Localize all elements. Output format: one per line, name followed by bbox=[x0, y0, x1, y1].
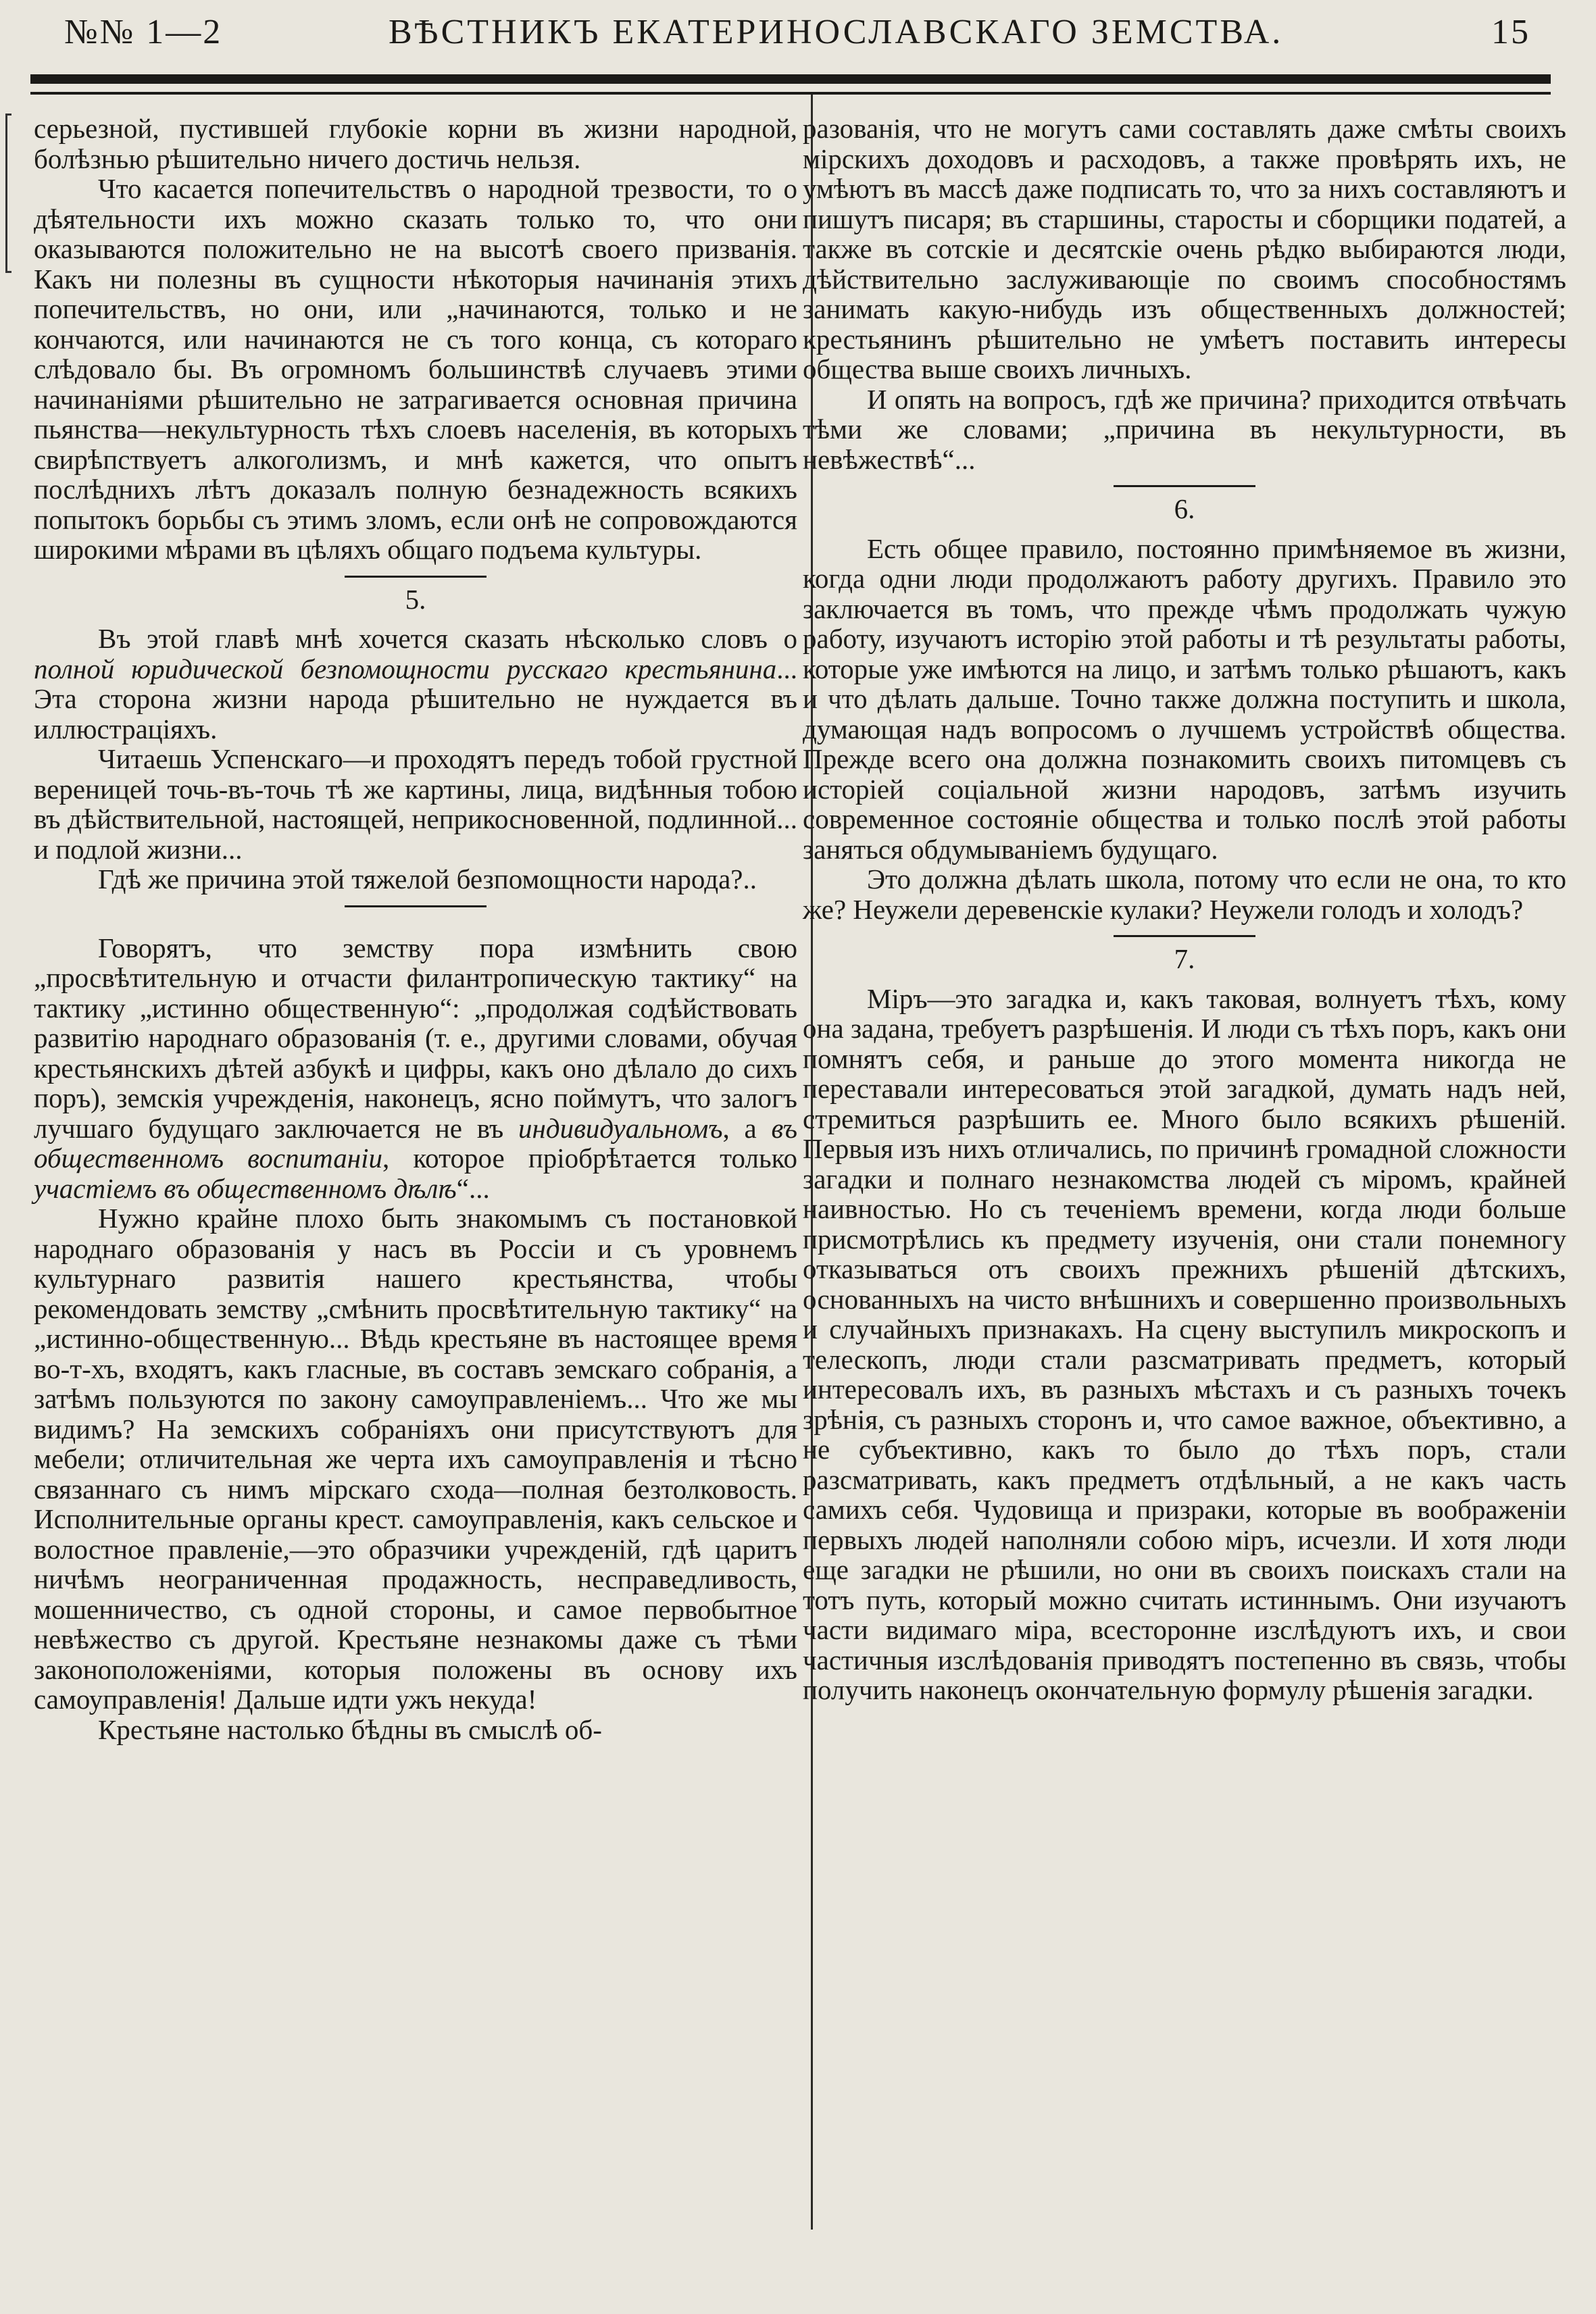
left-column bbox=[34, 114, 797, 1744]
section-separator bbox=[1114, 935, 1255, 937]
right-column bbox=[803, 114, 1566, 1705]
paragraph: Нужно крайне плохо быть знакомымъ съ постановкой народнаго образованія у насъ въ Россіи и съ уровнемъ культурнаго развитія нашего крестьянства, чтобы рекомендовать земству „смѣнить просвѣтительную тактику“ на „истинно-общественную... Вѣдь крестьяне въ настоящее время во-т-хъ, входятъ, какъ гласные, въ составъ земскаго собранія, а затѣмъ пользуются по закону самоуправленіемъ... Что же мы видимъ? На земскихъ собраніяхъ они присутствуютъ для мебели; отличительная же черта ихъ самоуправленія и тѣсно связаннаго съ нимъ мірскаго схода—полная безтолковость. Исполнительные органы крест. самоуправленія, какъ сельское и волостное правленіе,—это образчики учрежденій, гдѣ царитъ ничѣмъ неограниченная продажность, несправедливость, мошенничество, съ одной стороны, и самое первобытное невѣжество съ другой. Крестьяне незнакомы даже съ тѣми законоположеніями, которыя положены въ основу ихъ самоуправленія! Дальше идти ужъ некуда! bbox=[34, 1203, 797, 1715]
paragraph bbox=[34, 933, 797, 1204]
section-separator bbox=[345, 576, 487, 578]
text-span: Въ этой главѣ мнѣ хочется сказать нѣсколько словъ о bbox=[98, 623, 797, 654]
paragraph: разованія, что не могутъ сами составлять даже смѣты своихъ мірскихъ доходовъ и расходовъ, а также провѣрять ихъ, не умѣютъ въ массѣ даже подписать то, что за нихъ составляютъ и пишутъ писаря; въ старшины, старосты и сборщики податей, а также въ сотскіе и десятскіе очень рѣдко выбираются люди, дѣйствительно заслуживающіе по своимъ способностямъ занимать какую-нибудь изъ общественныхъ должностей; крестьянинъ рѣшительно не умѣетъ поставить интересы общества выше своихъ личныхъ. bbox=[803, 113, 1566, 384]
emphasis-text: въ общественномъ воспитаніи bbox=[34, 1112, 797, 1174]
paragraph: Есть общее правило, постоянно примѣняемое въ жизни, когда одни люди продолжаютъ работу другихъ. Правило это заключается въ томъ, что прежде чѣмъ продолжать чужую работу, изучаютъ исторію этой работы и тѣ результаты работы, которые уже имѣются на лицо, и затѣмъ только рѣшаютъ, какъ и что дѣлать дальше. Точно также должна поступить и школа, думающая надъ вопросомъ о лучшемъ устройствѣ общества. Прежде всего она должна познакомить своихъ питомцевъ съ исторіей соціальной жизни народовъ, затѣмъ изучить современное состояніе общества и только послѣ этой работы заняться обдумываніемъ будущаго. bbox=[803, 532, 1566, 865]
issue-number: №№ 1—2 bbox=[64, 13, 223, 51]
paragraph: Это должна дѣлать школа, потому что если не она, то кто же? Неужели деревенскіе кулаки? Неужели голодъ и холодъ? bbox=[803, 863, 1566, 925]
paragraph: Крестьяне настолько бѣдны въ смыслѣ об- bbox=[98, 1713, 602, 1745]
section-number: 7. bbox=[1174, 943, 1195, 974]
section-separator bbox=[1114, 485, 1255, 487]
section-separator bbox=[345, 905, 487, 907]
paragraph: Читаешь Успенскаго—и проходятъ передъ тобой грустной вереницей точь-въ-точь тѣ же картины, лица, видѣнныя тобою въ дѣйствительной, настоящей, неприкосновенной, подлинной... и подлой жизни... bbox=[34, 743, 797, 865]
margin-bracket bbox=[5, 114, 11, 273]
section-number: 6. bbox=[1174, 493, 1195, 524]
text-span: , а bbox=[722, 1112, 772, 1144]
header-rule-thick bbox=[30, 74, 1551, 84]
paragraph bbox=[34, 624, 797, 744]
paragraph: Что касается попечительствъ о народной трезвости, то о дѣятельности ихъ можно сказать только то, что они оказываются положительно не на высотѣ своего призванія. Какъ ни полезны въ сущности нѣкоторыя начинанія этихъ попечительствъ, но они, или „начинаются, только и не кончаются, или начинаются не съ того конца, съ котораго слѣдовало бы. Въ огромномъ большинствѣ случаевъ этими начинаніями рѣшительно не затрагивается основная причина пьянства—некультурность тѣхъ слоевъ населенія, въ которыхъ свирѣпствуетъ алкоголизмъ, и мнѣ кажется, что опытъ послѣднихъ лѣтъ доказалъ полную безнадежность всякихъ попытокъ борьбы съ этимъ зломъ, если онѣ не сопровождаются широкими мѣрами въ цѣляхъ общаго подъема культуры. bbox=[34, 173, 797, 565]
paragraph: И опять на вопросъ, гдѣ же причина? приходится отвѣчать тѣми же словами; „причина въ некультурности, въ невѣжествѣ“... bbox=[803, 383, 1566, 475]
text-span: , которое пріобрѣтается только bbox=[382, 1142, 797, 1174]
text-span: Говорятъ, что земству пора измѣнить свою „просвѣтительную и отчасти филантропическую тактику“ на тактику „истинно общественную“: „продолжая содѣйствовать развитію народнаго образованія (т. е., другими словами, обучая крестьянскихъ дѣтей азбукѣ и цифры, какъ оно дѣлало до сихъ поръ), земскія учрежденія, наконецъ, ясно поймутъ, что залогъ лучшаго будущаго заключается не въ bbox=[34, 932, 797, 1144]
journal-title: ВѢСТНИКЪ ЕКАТЕРИНОСЛАВСКАГО ЗЕМСТВА. bbox=[389, 13, 1284, 51]
paragraph: серьезной, пустившей глубокіе корни въ жизни народной, болѣзнью рѣшительно ничего достичь нельзя. bbox=[34, 113, 797, 174]
text-span: ... Эта сторона жизни народа рѣшительно не нуждается въ иллюстраціяхъ. bbox=[34, 653, 797, 745]
page-number: 15 bbox=[1491, 13, 1530, 51]
emphasis-text: участіемъ въ общественномъ дѣлѣ bbox=[34, 1172, 457, 1204]
spacer bbox=[34, 914, 797, 933]
header-rule-thin bbox=[30, 92, 1551, 95]
page-header bbox=[64, 12, 1557, 66]
text-span: “... bbox=[456, 1172, 490, 1204]
paragraph: Міръ—это загадка и, какъ таковая, волнуетъ тѣхъ, кому она задана, требуетъ разрѣшенія. И люди съ тѣхъ поръ, какъ они помнятъ себя, и раньше до этого момента никогда не переставали интересоваться этой загадкой, думать надъ ней, стремиться разрѣшить ее. Много было всякихъ рѣшеній. Первыя изъ нихъ отличались, по причинѣ громадной сложности загадки и полнаго незнакомства людей съ міромъ, крайней наивностью. Но съ теченіемъ времени, когда люди больше присмотрѣлись къ предмету изученія, они стали понемногу отказываться отъ своихъ прежнихъ рѣшеній дѣтскихъ, основанныхъ на чисто внѣшнихъ и совершенно произвольныхъ и случайныхъ признакахъ. На сцену выступилъ микроскопъ и телескопъ, люди стали разсматривать предметъ, который интересовалъ ихъ, въ разныхъ мѣстахъ и съ разныхъ точекъ зрѣнія, съ разныхъ сторонъ и, что самое важное, объективно, а не субъективно, какъ то было до тѣхъ поръ, стали разсматривать, какъ предметъ отдѣльный, а не какъ часть самихъ себя. Чудовища и призраки, которые въ воображеніи первыхъ людей наполняли собою міръ, исчезли. И хотя люди еще загадки не рѣшили, но они въ своихъ поискахъ стали на тотъ путь, который можно считать истиннымъ. Они изучаютъ части видимаго міра, всесторонне изслѣдуютъ ихъ, и свои частичныя изслѣдованія приводятъ постепенно въ связь, чтобы получить наконецъ окончательную формулу рѣшенія загадки. bbox=[803, 982, 1566, 1705]
section-number: 5. bbox=[405, 583, 426, 615]
emphasis-text: полной юридической безпомощности русскаго крестьянина bbox=[34, 653, 777, 684]
emphasis-text: индивидуальномъ bbox=[518, 1112, 723, 1144]
paragraph: Гдѣ же причина этой тяжелой безпомощности народа?.. bbox=[98, 863, 757, 895]
